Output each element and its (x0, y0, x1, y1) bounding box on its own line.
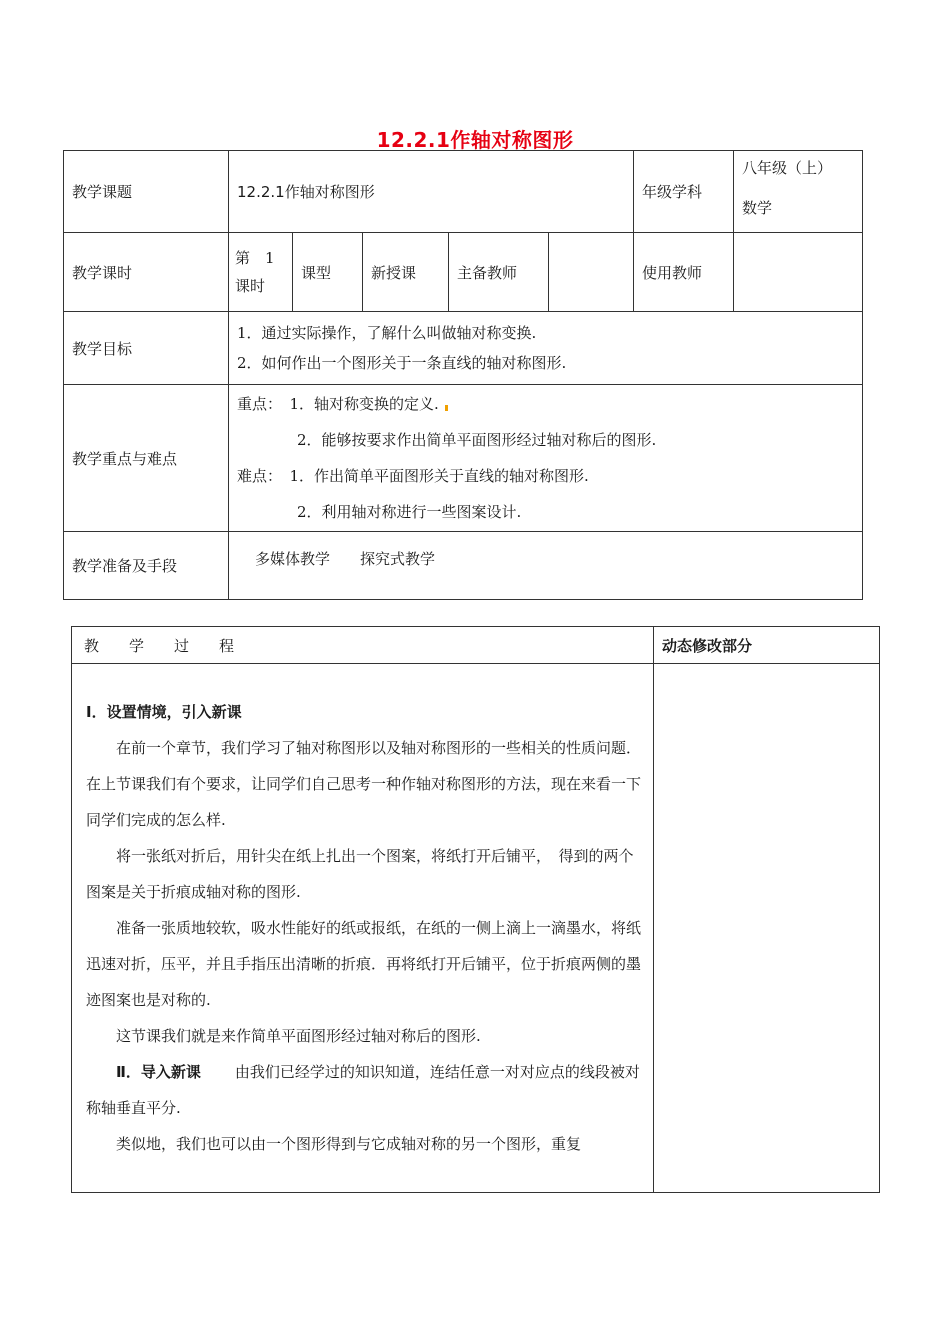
key-points-value: 重点： 1．轴对称变换的定义. 2．能够按要求作出简单平面图形经过轴对称后的图形. 难点： 1．作出简单平面图形关于直线的轴对称图形. 2．利用轴对称进行一些图案设计. (229, 385, 863, 532)
period-value: 第 1 课时 (229, 233, 293, 312)
paragraph: 准备一张质地较软，吸水性能好的纸或报纸，在纸的一侧上滴上一滴墨水，将纸迅速对折，压平，并且手指压出清晰的折痕．再将纸打开后铺平，位于折痕两侧的墨迹图案也是对称的. (86, 919, 642, 1009)
lesson-info-table (63, 150, 863, 600)
user-teacher-value (734, 233, 863, 312)
row-preparation (64, 532, 863, 600)
section-1-title: Ⅰ．设置情境，引入新课 (86, 703, 242, 721)
grade-label: 年级学科 (634, 151, 734, 233)
preparation-value: 多媒体教学 探究式教学 (229, 532, 863, 600)
period-label: 教学课时 (64, 233, 229, 312)
row-goals (64, 312, 863, 385)
type-value: 新授课 (363, 233, 449, 312)
goals-label: 教学目标 (64, 312, 229, 385)
preparation-label: 教学准备及手段 (64, 532, 229, 600)
topic-value: 12.2.1作轴对称图形 (229, 151, 634, 233)
paragraph: 这节课我们就是来作简单平面图形经过轴对称后的图形. (116, 1027, 481, 1045)
paragraph: 类似地，我们也可以由一个图形得到与它成轴对称的另一个图形，重复 (116, 1135, 582, 1153)
paragraph: 在前一个章节，我们学习了轴对称图形以及轴对称图形的一些相关的性质问题．在上节课我们有个要求，让同学们自己思考一种作轴对称图形的方法，现在来看一下同学们完成的怎么样. (86, 739, 642, 829)
section-2-title: Ⅱ．导入新课 (116, 1063, 201, 1081)
user-teacher-label: 使用教师 (634, 233, 734, 312)
paragraph: 将一张纸对折后，用针尖在纸上扎出一个图案，将纸打开后铺平， 得到的两个图案是关于折痕成轴对称的图形. (86, 847, 634, 901)
teaching-process-table (71, 626, 880, 1193)
section-2-text: 由我们已经学过的知识知道，连结任意一对对应点的线段被对称轴垂直平分. (86, 1063, 640, 1117)
process-header: 教 学 过 程 (72, 627, 654, 664)
section-2 (86, 1054, 645, 1126)
key-points-label: 教学重点与难点 (64, 385, 229, 532)
lead-teacher-label: 主备教师 (449, 233, 549, 312)
row-period (64, 233, 863, 312)
type-label: 课型 (293, 233, 363, 312)
dynamic-edit-header: 动态修改部分 (654, 627, 880, 664)
dynamic-edit-area (654, 664, 880, 1193)
row-key-points (64, 385, 863, 532)
page-title: 12.2.1作轴对称图形 (376, 128, 574, 152)
goals-value: 1．通过实际操作，了解什么叫做轴对称变换. 2．如何作出一个图形关于一条直线的轴对称图形. (229, 312, 863, 385)
lead-teacher-value (549, 233, 634, 312)
edit-mark (445, 405, 448, 411)
topic-label: 教学课题 (64, 151, 229, 233)
process-body-row (72, 664, 880, 1193)
process-content (72, 664, 654, 1193)
row-topic (64, 151, 863, 233)
process-header-row (72, 627, 880, 664)
grade-value: 八年级（上） 数学 (734, 151, 863, 233)
